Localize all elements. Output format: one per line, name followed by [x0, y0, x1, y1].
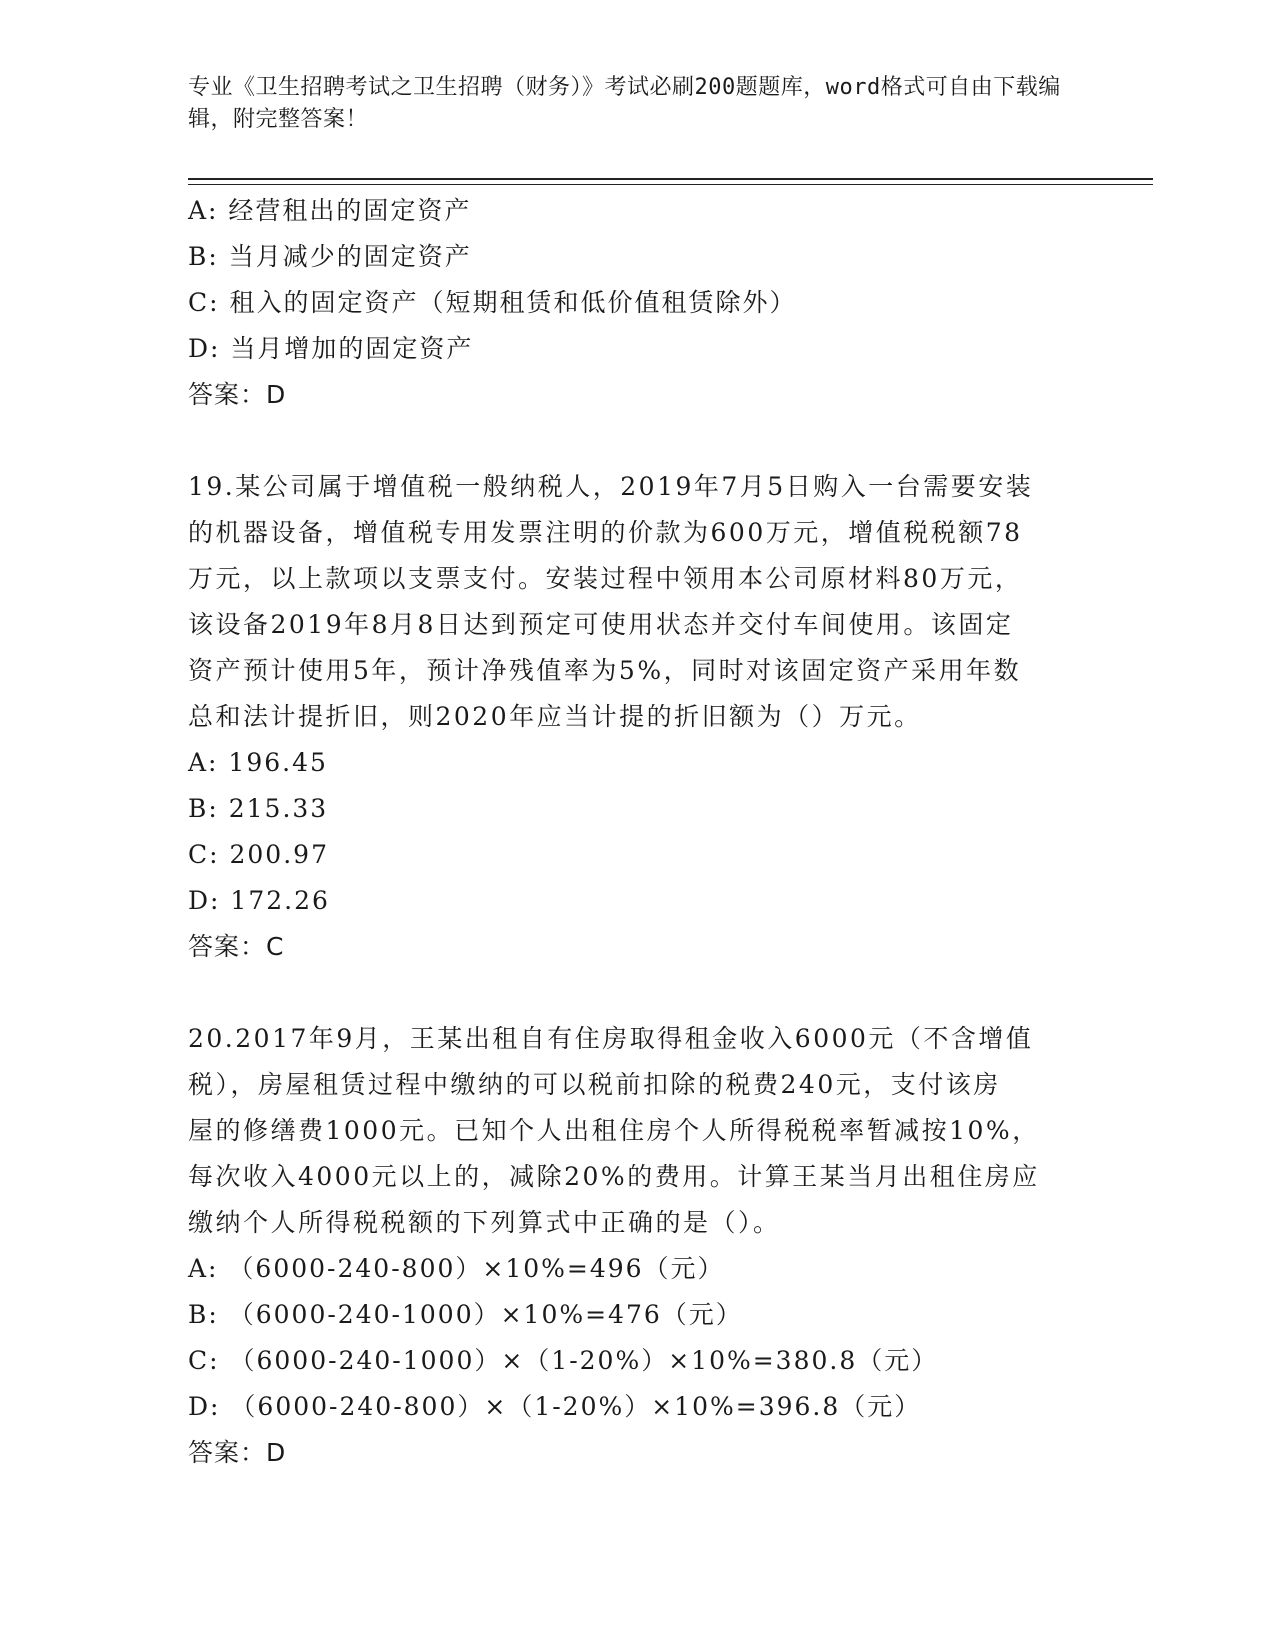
- question-line: 万元，以上款项以支票支付。安装过程中领用本公司原材料80万元，: [188, 564, 1023, 593]
- question-line: 19.某公司属于增值税一般纳税人，2019年7月5日购入一台需要安装: [188, 472, 1034, 501]
- option-d: D: （6000-240-800）×（1-20%）×10%=396.8（元）: [188, 1392, 922, 1421]
- option-d: D: 172.26: [188, 886, 330, 915]
- document-header: 专业《卫生招聘考试之卫生招聘（财务）》考试必刷200题题库，word格式可自由下载编辑，附完整答案！: [188, 75, 1061, 132]
- option-a: A: 经营租出的固定资产: [188, 196, 472, 225]
- answer: 答案：D: [188, 1438, 287, 1467]
- question-line: 的机器设备，增值税专用发票注明的价款为600万元，增值税税额78: [188, 518, 1023, 547]
- option-b: B: （6000-240-1000）×10%=476（元）: [188, 1300, 743, 1329]
- option-b: B: 215.33: [188, 794, 329, 823]
- option-c: C: （6000-240-1000）×（1-20%）×10%=380.8（元）: [188, 1346, 939, 1375]
- question-line: 资产预计使用5年，预计净残值率为5%，同时对该固定资产采用年数: [188, 656, 1022, 685]
- question-20: [188, 1016, 1088, 1476]
- option-a: A: （6000-240-800）×10%=496（元）: [188, 1254, 725, 1283]
- header-divider-thick: [188, 178, 1153, 180]
- option-c: C: 租入的固定资产（短期租赁和低价值租赁除外）: [188, 288, 797, 317]
- option-b: B: 当月减少的固定资产: [188, 242, 472, 271]
- question-line: 屋的修缮费1000元。已知个人出租住房个人所得税税率暂减按10%，: [188, 1116, 1040, 1145]
- answer: 答案：C: [188, 932, 285, 961]
- answer: 答案：D: [188, 380, 287, 409]
- question-line: 税），房屋租赁过程中缴纳的可以税前扣除的税费240元，支付该房: [188, 1070, 1001, 1099]
- question-line: 总和法计提折旧，则2020年应当计提的折旧额为（）万元。: [188, 702, 922, 731]
- question-19: [188, 464, 1088, 970]
- document-body: [188, 188, 1088, 1476]
- header-divider-thin: [188, 184, 1153, 185]
- option-d: D: 当月增加的固定资产: [188, 334, 474, 363]
- option-a: A: 196.45: [188, 748, 328, 777]
- question-line: 缴纳个人所得税税额的下列算式中正确的是（）。: [188, 1208, 781, 1237]
- prev-question-options: [188, 188, 1088, 418]
- question-line: 每次收入4000元以上的，减除20%的费用。计算王某当月出租住房应: [188, 1162, 1040, 1191]
- question-line: 20.2017年9月，王某出租自有住房取得租金收入6000元（不含增值: [188, 1024, 1034, 1053]
- question-line: 该设备2019年8月8日达到预定可使用状态并交付车间使用。该固定: [188, 610, 1014, 639]
- spacer: [188, 418, 1088, 464]
- option-c: C: 200.97: [188, 840, 329, 869]
- spacer: [188, 970, 1088, 1016]
